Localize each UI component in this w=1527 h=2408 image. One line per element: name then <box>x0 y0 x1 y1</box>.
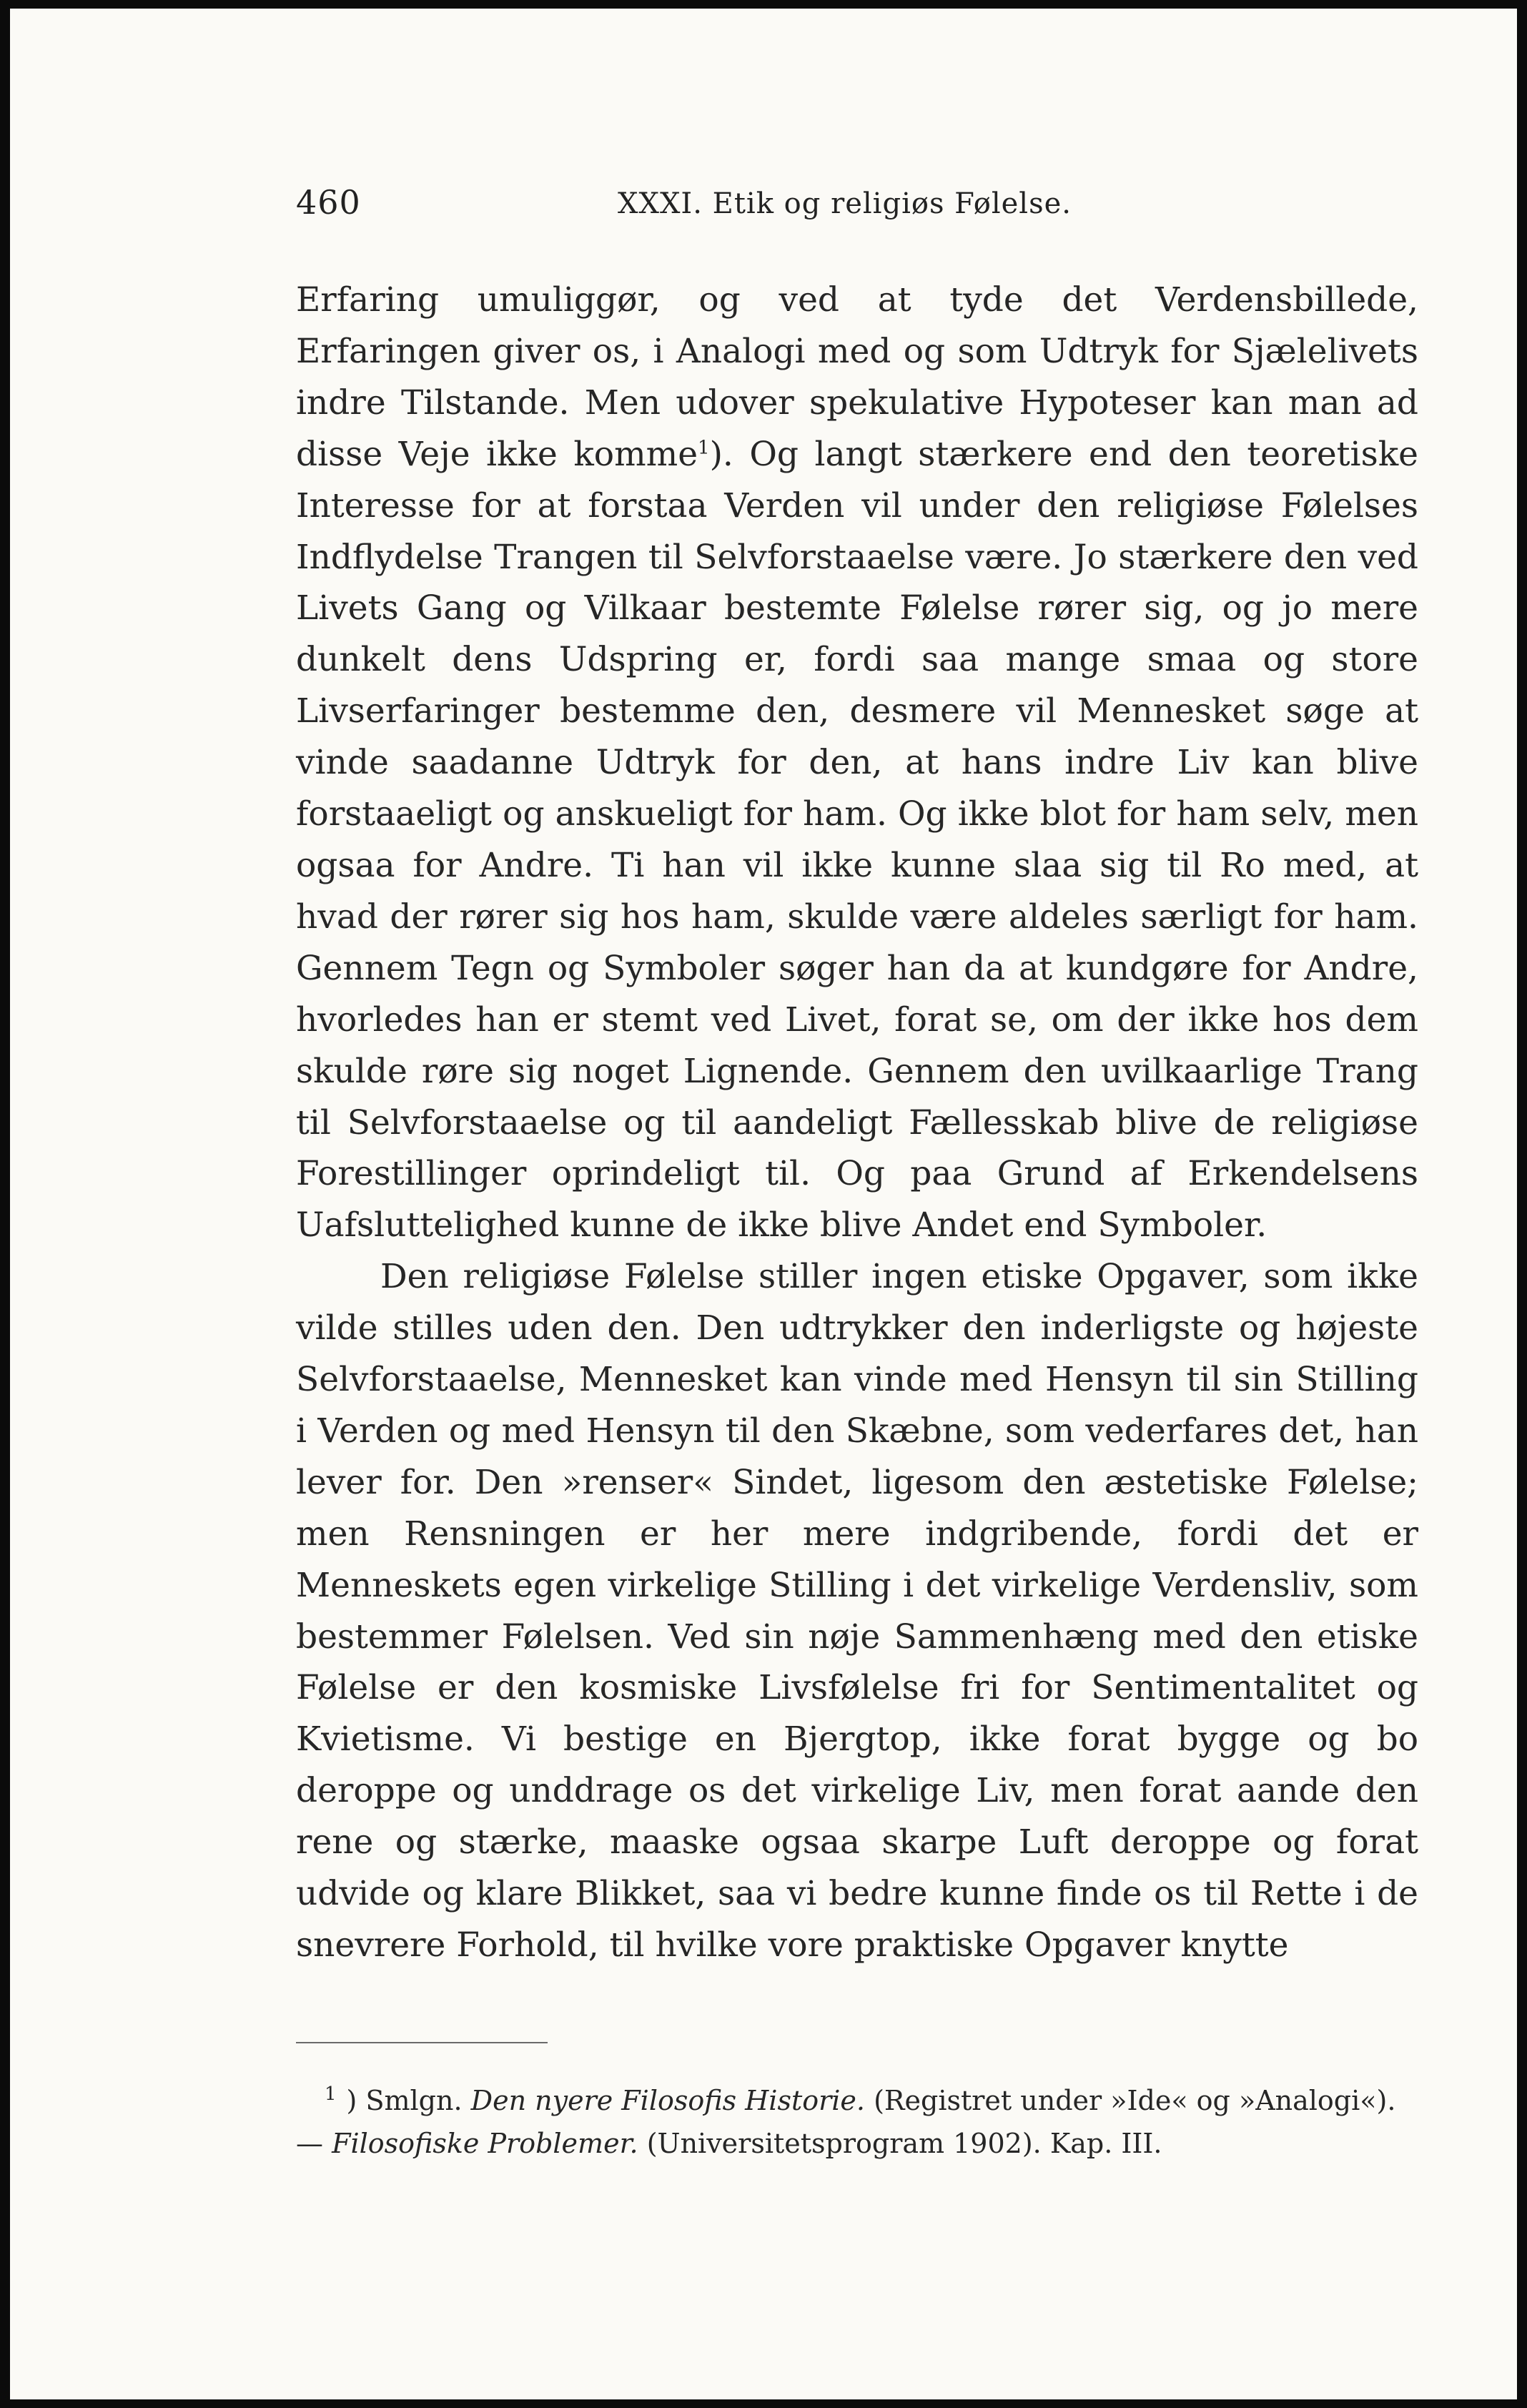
paragraph-1-text-end: ). Og langt stærkere end den teoretiske Interesse for at forstaa Verden vil under den religiøse Følelses Indflydelse Trangen til Selvforstaaelse være. Jo stærkere den ved Livets Gang og Vilkaar bestemte Følelse rører sig, og jo mere dunkelt dens Udspring er, fordi saa mange smaa og store Livserfaringer bestemme den, desmere vil Mennesket søge at vinde saadanne Udtryk for den, at hans indre Liv kan blive forstaaeligt og anskueligt for ham. Og ikke blot for ham selv, men ogsaa for Andre. Ti han vil ikke kunne slaa sig til Ro med, at hvad der rører sig hos ham, skulde være aldeles særligt for ham. Gennem Tegn og Symboler søger han da at kundgøre for Andre, hvorledes han er stemt ved Livet, forat se, om der ikke hos dem skulde røre sig noget Lignende. Gennem den uvilkaarlige Trang til Selvforstaaelse og til aandeligt Fællesskab blive de religiøse Forestillinger oprindeligt til. Og paa Grund af Erkendelsens Uafsluttelighed kunne de ikke blive Andet end Symboler. <box>296 434 1418 1245</box>
footnote-title-1: Den nyere Filosofis Historie. <box>470 2085 865 2116</box>
paragraph-2: Den religiøse Følelse stiller ingen etiske Opgaver, som ikke vilde stilles uden den. Den udtrykker den inderligste og højeste Selvforstaaelse, Mennesket kan vinde med Hensyn til sin Stilling i Verden og med Hensyn til den Skæbne, som vederfares det, han lever for. Den »renser« Sindet, ligesom den æstetiske Følelse; men Rensningen er her mere indgribende, fordi det er Menneskets egen virkelige Stilling i det virkelige Verdensliv, som bestemmer Følelsen. Ved sin nøje Sammenhæng med den etiske Følelse er den kosmiske Livsfølelse fri for Sentimentalitet og Kvietisme. Vi bestige en Bjergtop, ikke forat bygge og bo deroppe og unddrage os det virkelige Liv, men forat aande den rene og stærke, maaske ogsaa skarpe Luft deroppe og forat udvide og klare Blikket, saa vi bedre kunne finde os til Rette i de snevrere Forhold, til hvilke vore praktiske Opgaver knytte <box>296 1257 1418 1965</box>
footnote-divider <box>296 2042 548 2043</box>
book-page <box>10 9 1517 2399</box>
page-header <box>296 183 1411 233</box>
footnote-text-1: ) Smlgn. <box>346 2085 471 2116</box>
running-head: XXXI. Etik og religiøs Følelse. <box>618 187 1072 220</box>
footnote-text-2: (Registret under »Ide« og »Analogi«). — <box>296 2085 1396 2159</box>
body-text <box>296 275 1418 1971</box>
footnote-reference: 1 <box>698 437 710 459</box>
footnote: 1 ) Smlgn. Den nyere Filosofis Historie. (Registret under »Ide« og »Analogi«). — Filosofiske Problemer. (Universitetsprogram 1902). Kap. III. <box>296 2083 1396 2159</box>
paragraph-1 <box>296 275 1418 1251</box>
footnote-text-3: (Universitetsprogram 1902). Kap. III. <box>638 2128 1162 2159</box>
footnote-title-2: Filosofiske Problemer. <box>332 2128 638 2159</box>
paragraph-1-text-start: Erfaring umuliggør, og ved at tyde det Verdensbillede, Erfaringen giver os, i Analogi med og som Udtryk for Sjælelivets indre Tilstande. Men udover spekulative Hypoteser kan man ad disse Veje ikke komme <box>296 280 1418 474</box>
page-number: 460 <box>296 183 361 222</box>
